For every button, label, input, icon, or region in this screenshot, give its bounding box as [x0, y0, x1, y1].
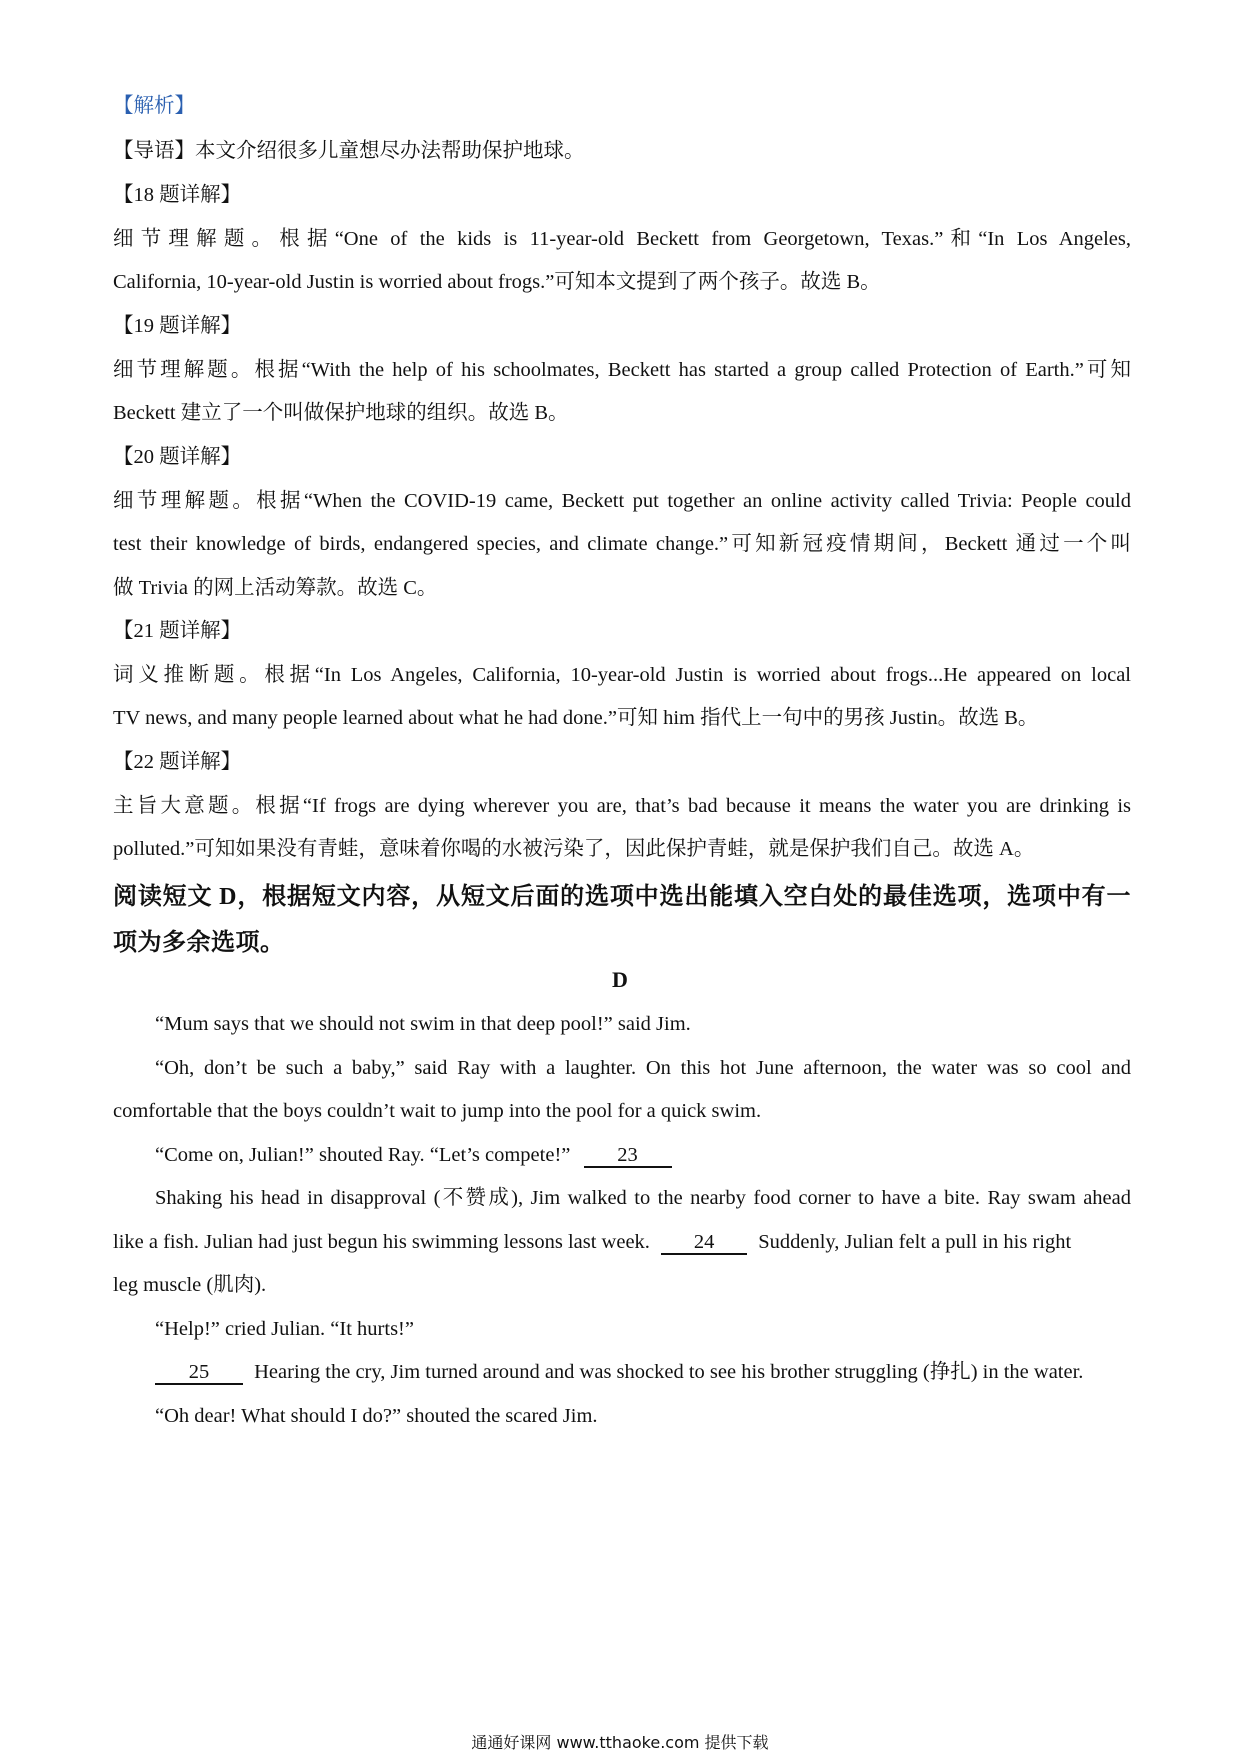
q18-line1: 细节理解题。根据“One of the kids is 11-year-old Beckett from Georgetown, Texas.”和“In Los Angeles, — [113, 228, 1131, 250]
footer-credit: 通通好课网 www.tthaoke.com 提供下载 — [471, 1733, 769, 1752]
passage-p3-text: “Come on, Julian!” shouted Ray. “Let’s compete!” — [155, 1144, 571, 1166]
q21-title: 【21 题详解】 — [113, 620, 242, 642]
instruction-line1: 阅读短文 D，根据短文内容，从短文后面的选项中选出能填入空白处的最佳选项，选项中有一 — [113, 884, 1131, 910]
blank-24: 24 — [661, 1231, 747, 1255]
analysis-heading: 【解析】 — [113, 95, 195, 117]
passage-p6-text: Hearing the cry, Jim turned around and was shocked to see his brother struggling (挣扎) in the water. — [254, 1361, 1084, 1383]
q22-title: 【22 题详解】 — [113, 751, 242, 773]
q22-line1: 主旨大意题。根据“If frogs are dying wherever you are, that’s bad because it means the water you are drinking is — [113, 795, 1131, 817]
q18-title: 【18 题详解】 — [113, 184, 242, 206]
q19-line1: 细节理解题。根据“With the help of his schoolmates, Beckett has started a group called Protection of Earth.”可知 — [113, 359, 1131, 381]
passage-p5: “Help!” cried Julian. “It hurts!” — [155, 1318, 414, 1340]
passage-p4-line2b: Suddenly, Julian felt a pull in his right — [758, 1231, 1072, 1253]
q21-line1: 词义推断题。根据“In Los Angeles, California, 10-year-old Justin is worried about frogs...He appeared on local — [113, 664, 1131, 686]
blank-23: 23 — [584, 1144, 672, 1168]
passage-p4-line2 — [113, 1228, 1131, 1256]
passage-p1: “Mum says that we should not swim in that deep pool!” said Jim. — [155, 1013, 691, 1035]
passage-p4-line1: Shaking his head in disapproval (不赞成), Jim walked to the nearby food corner to have a bite. Ray swam ahead — [155, 1187, 1131, 1209]
passage-p2-line2: comfortable that the boys couldn’t wait to jump into the pool for a quick swim. — [113, 1100, 762, 1122]
instruction-line2: 项为多余选项。 — [113, 930, 285, 956]
passage-p2-line1: “Oh, don’t be such a baby,” said Ray with a laughter. On this hot June afternoon, the water was so cool and — [155, 1057, 1131, 1079]
q19-title: 【19 题详解】 — [113, 315, 242, 337]
q18-line2: California, 10-year-old Justin is worried about frogs.”可知本文提到了两个孩子。故选 B。 — [113, 271, 881, 293]
q20-line3: 做 Trivia 的网上活动筹款。故选 C。 — [113, 577, 438, 599]
q19-line2: Beckett 建立了一个叫做保护地球的组织。故选 B。 — [113, 402, 569, 424]
q20-title: 【20 题详解】 — [113, 446, 242, 468]
q20-line1: 细节理解题。根据“When the COVID-19 came, Beckett put together an online activity called Trivia: People could — [113, 490, 1131, 512]
q20-line2: test their knowledge of birds, endangered species, and climate change.”可知新冠疫情期间，Beckett 通过一个叫 — [113, 533, 1131, 555]
passage-p4-line2a: like a fish. Julian had just begun his swimming lessons last week. — [113, 1231, 650, 1253]
passage-title: D — [612, 967, 628, 992]
passage-p4-line3: leg muscle (肌肉). — [113, 1274, 267, 1296]
passage-p6 — [155, 1358, 1131, 1386]
q22-line2: polluted.”可知如果没有青蛙，意味着你喝的水被污染了，因此保护青蛙，就是保护我们自己。故选 A。 — [113, 838, 1035, 860]
guide-intro: 【导语】本文介绍很多儿童想尽办法帮助保护地球。 — [113, 140, 585, 162]
passage-p3 — [155, 1141, 1131, 1169]
q21-line2: TV news, and many people learned about what he had done.”可知 him 指代上一句中的男孩 Justin。故选 B。 — [113, 707, 1039, 729]
blank-25: 25 — [155, 1361, 243, 1385]
passage-p7: “Oh dear! What should I do?” shouted the scared Jim. — [155, 1405, 598, 1427]
